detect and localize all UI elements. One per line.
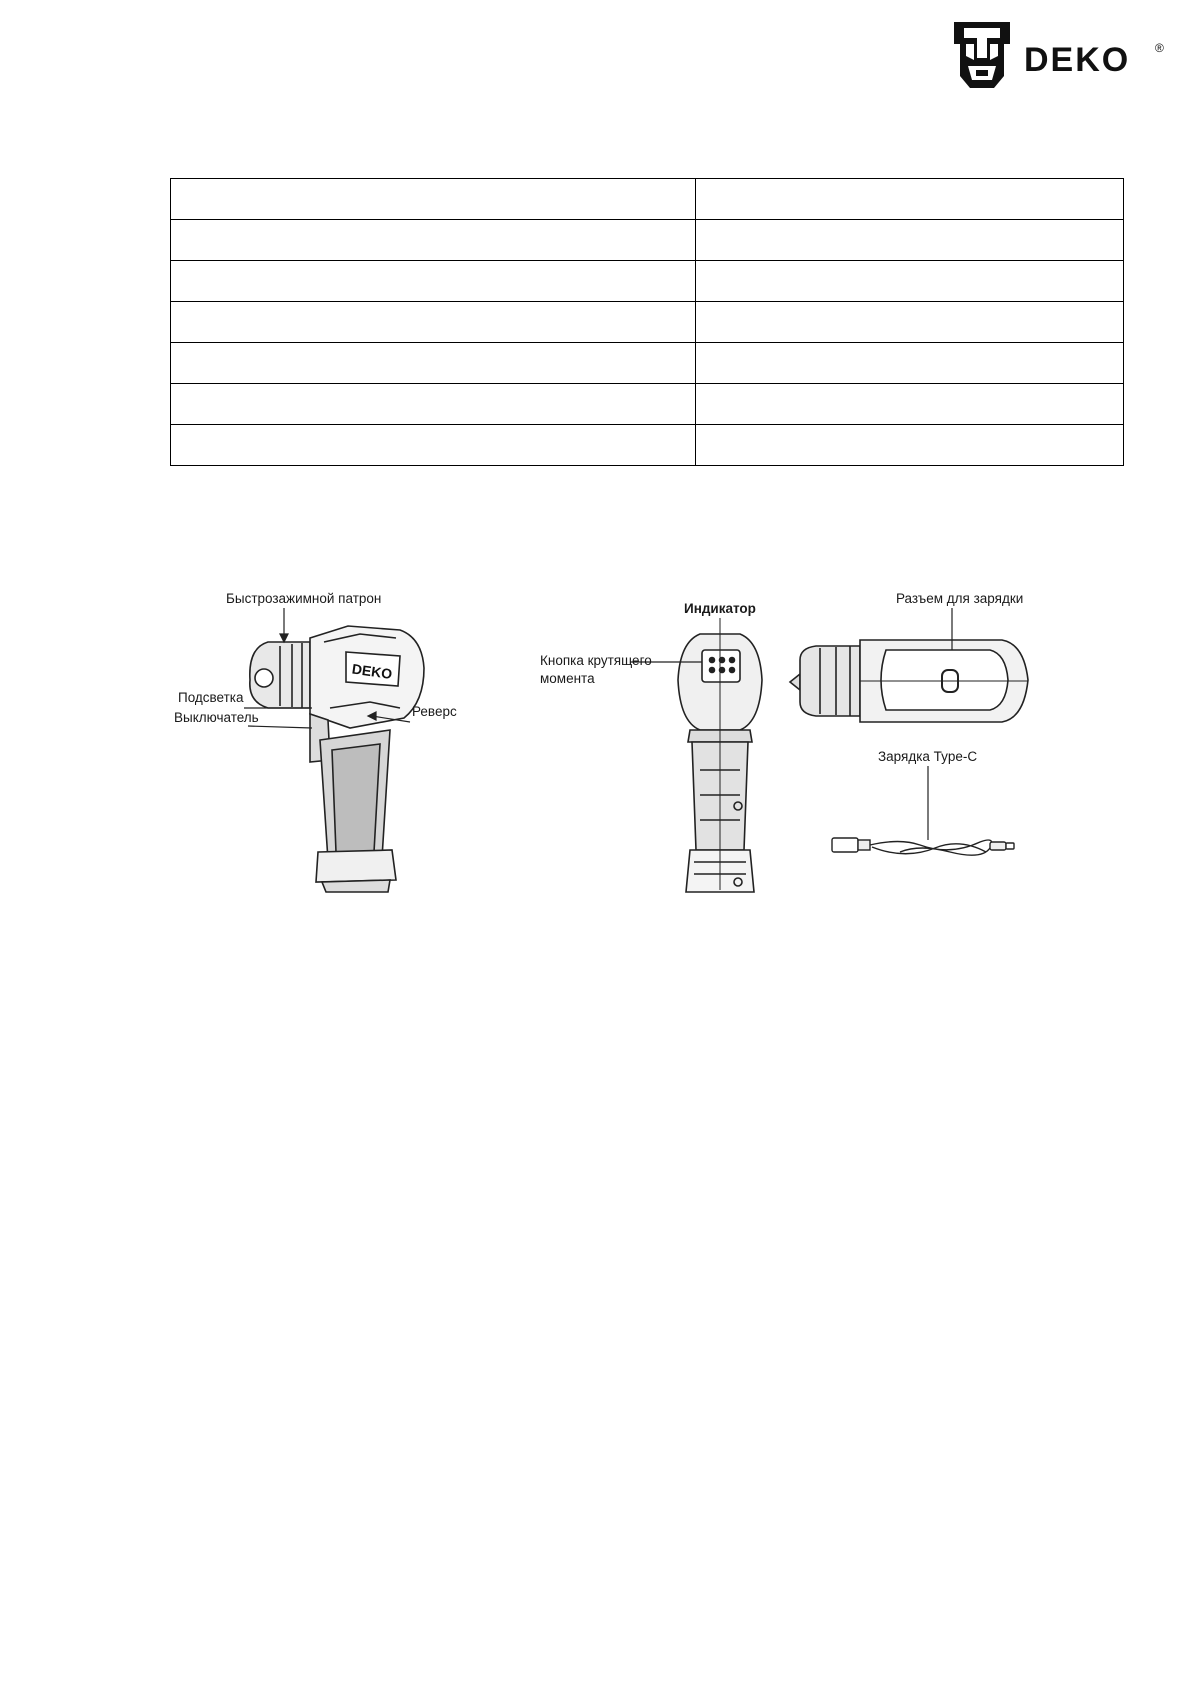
label-chuck: Быстрозажимной патрон	[226, 591, 382, 606]
table-cell	[171, 425, 696, 466]
table-row	[171, 220, 1124, 261]
label-switch: Выключатель	[174, 710, 259, 725]
drill-front-view	[678, 618, 762, 892]
table-cell	[696, 343, 1124, 384]
table-row	[171, 261, 1124, 302]
specification-table	[170, 178, 1124, 466]
drill-top-view	[790, 608, 1028, 722]
table-row	[171, 384, 1124, 425]
helmet-emblem-icon	[954, 22, 1010, 88]
table-row	[171, 302, 1124, 343]
table-cell	[171, 261, 696, 302]
label-light: Подсветка	[178, 690, 244, 705]
tool-diagram	[160, 590, 1080, 930]
table-row	[171, 343, 1124, 384]
drill-side-view	[250, 626, 424, 892]
label-reverse: Реверс	[412, 704, 457, 719]
table-cell	[171, 220, 696, 261]
table-cell	[171, 343, 696, 384]
table-cell	[696, 384, 1124, 425]
tool-logo: DEKO	[350, 660, 394, 683]
label-charging-port: Разъем для зарядки	[896, 591, 1024, 606]
table-cell	[171, 302, 696, 343]
table-row	[171, 179, 1124, 220]
table-cell	[696, 425, 1124, 466]
brand-wordmark: DEKO	[1024, 41, 1131, 79]
table-cell	[171, 179, 696, 220]
table-cell	[696, 261, 1124, 302]
deko-logo	[950, 18, 1170, 88]
table-row	[171, 425, 1124, 466]
table-cell	[696, 220, 1124, 261]
table-cell	[171, 384, 696, 425]
label-charger: Зарядка Type-C	[878, 749, 978, 764]
label-indicator: Индикатор	[684, 601, 756, 616]
label-torque-button-1: Кнопка крутящего	[540, 653, 652, 668]
table-cell	[696, 179, 1124, 220]
registered-mark: ®	[1155, 41, 1164, 55]
table-cell	[696, 302, 1124, 343]
type-c-cable	[832, 766, 1014, 855]
label-torque-button-2: момента	[540, 671, 595, 686]
